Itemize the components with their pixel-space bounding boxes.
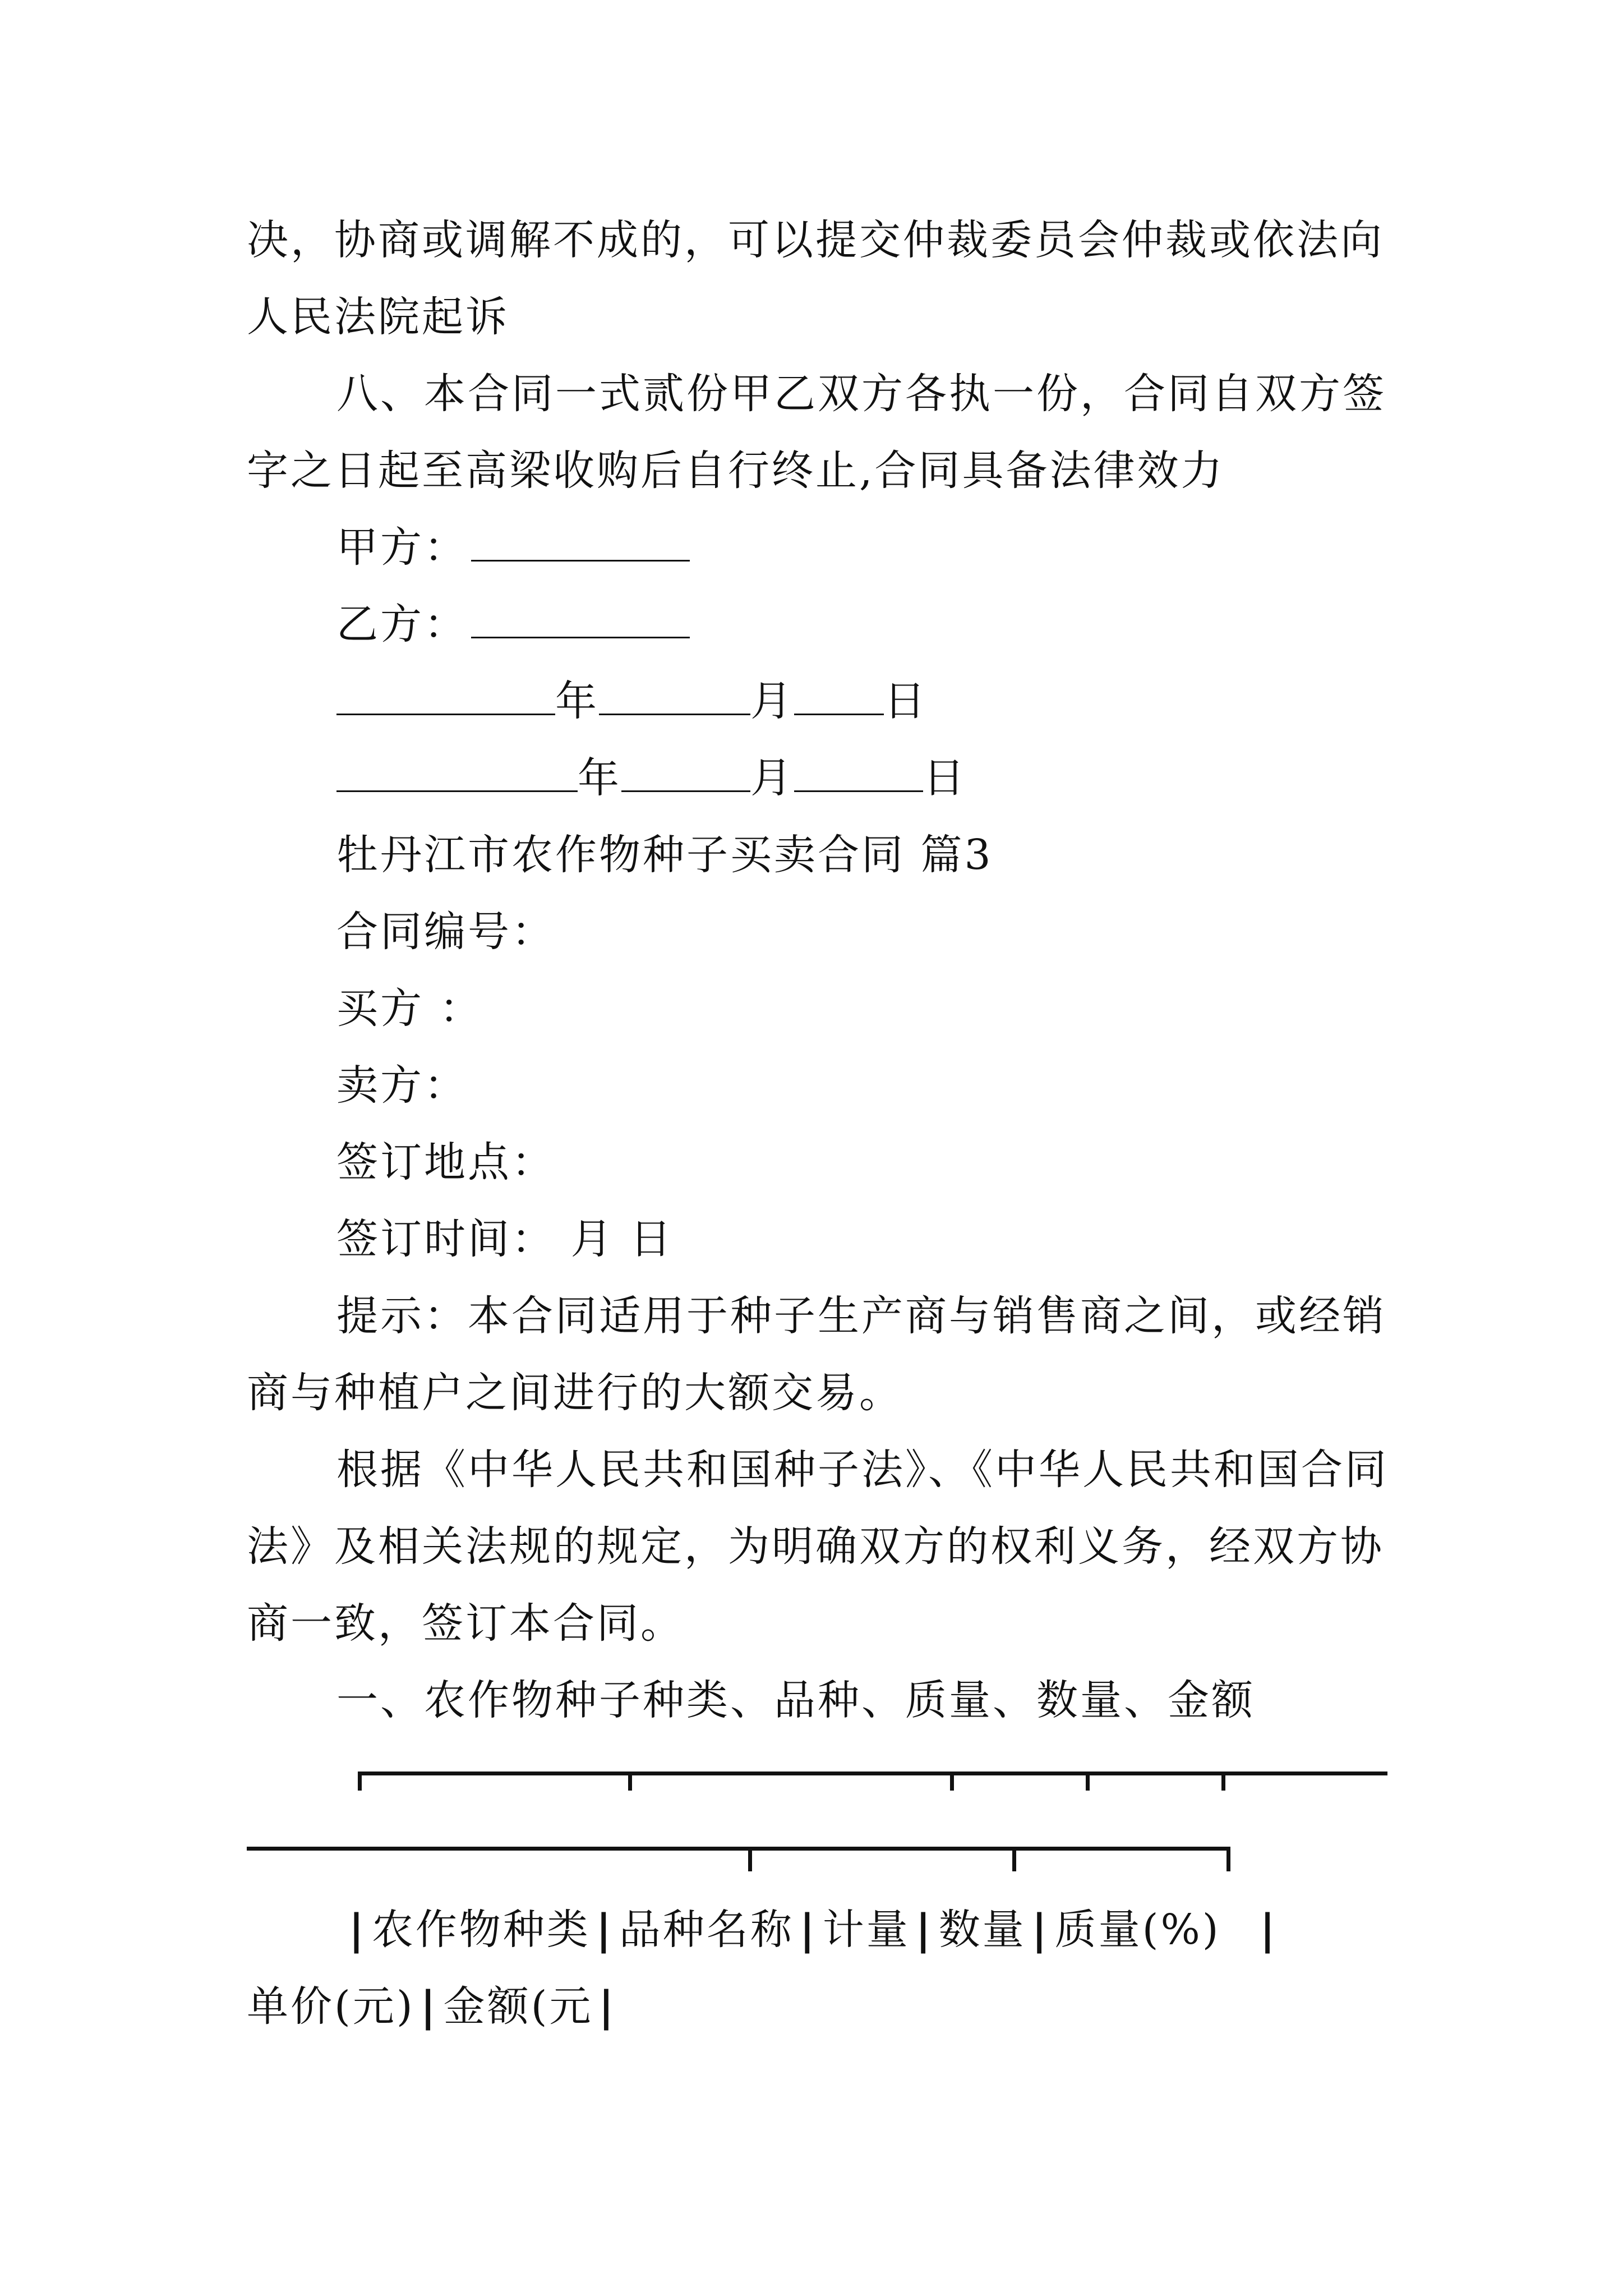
table-header-row-continued	[247, 1978, 621, 2035]
table-top-border	[358, 1772, 1387, 1775]
signing-place-field: 签订地点：	[336, 1138, 555, 1186]
contract-number-field: 合同编号：	[336, 908, 555, 956]
table-divider: |	[420, 1982, 438, 2031]
paragraph-line: 商一致，签订本合同。	[247, 1599, 684, 1648]
table-border-tick	[950, 1772, 954, 1791]
hint-line: 提示：本合同适用于种子生产商与销售商之间，或经销	[336, 1292, 1386, 1340]
party-b-signature	[336, 596, 690, 652]
table-divider: |	[799, 1906, 817, 1954]
table-divider: |	[915, 1906, 933, 1954]
section-title: 牡丹江市农作物种子买卖合同 篇3	[336, 831, 993, 879]
col-unit-price: 单价(元)	[247, 1982, 415, 2031]
table-border-tick	[1221, 1772, 1225, 1791]
month-label: 月	[750, 754, 794, 802]
clause-eight-line: 八、本合同一式贰份甲乙双方各执一份，合同自双方签	[336, 370, 1386, 418]
table-divider: |	[349, 1906, 366, 1954]
month-label: 月	[750, 677, 794, 725]
day-blank	[794, 753, 923, 792]
buyer-field: 买方 ：	[336, 984, 483, 1033]
table-border-tick	[358, 1772, 362, 1791]
date-line-b	[336, 750, 967, 806]
seller-field: 卖方：	[336, 1061, 468, 1110]
table-border-tick	[628, 1772, 632, 1791]
paragraph-line: 字之日起至高梁收购后自行终止,合同具备法律效力	[247, 447, 1225, 495]
party-b-label: 乙方：	[336, 600, 468, 648]
col-unit: 计量	[822, 1906, 910, 1954]
day-blank	[794, 677, 884, 715]
day-label: 日	[884, 677, 928, 725]
col-quantity: 数量	[938, 1906, 1026, 1954]
table-header-row	[343, 1902, 1283, 1958]
month-blank	[621, 753, 750, 792]
table-border-tick	[1086, 1772, 1090, 1791]
date-line-a	[336, 673, 928, 729]
year-label: 年	[555, 677, 599, 725]
party-a-signature	[336, 519, 690, 576]
paragraph-line: 人民法院起诉	[247, 293, 509, 341]
table-divider: |	[1260, 1906, 1278, 1954]
table-border-tick	[1012, 1847, 1016, 1871]
col-variety: 品种名称	[619, 1906, 794, 1954]
year-blank	[336, 753, 578, 792]
month-blank	[599, 677, 750, 715]
paragraph-line: 商与种植户之间进行的大额交易。	[247, 1369, 903, 1417]
col-crop-type: 农作物种类	[371, 1906, 591, 1954]
clause-one-title: 一、农作物种子种类、品种、质量、数量、金额	[336, 1676, 1255, 1724]
year-label: 年	[578, 754, 621, 802]
year-blank	[336, 677, 555, 715]
paragraph-line: 决，协商或调解不成的，可以提交仲裁委员会仲裁或依法向	[247, 216, 1384, 264]
signing-time-field: 签订时间： 月 日	[336, 1215, 674, 1263]
paragraph-line: 法》及相关法规的规定，为明确双方的权利义务，经双方协	[247, 1522, 1384, 1571]
basis-line: 根据《中华人民共和国种子法》、《中华人民共和国合同	[336, 1446, 1389, 1494]
table-divider: |	[1031, 1906, 1049, 1954]
table-border-tick	[1227, 1847, 1230, 1871]
party-a-blank	[471, 523, 690, 562]
party-a-label: 甲方：	[336, 523, 468, 572]
table-divider: |	[596, 1906, 614, 1954]
party-b-blank	[471, 600, 690, 638]
table-border-tick	[748, 1847, 752, 1871]
table-top-border-continued	[247, 1847, 1229, 1851]
day-label: 日	[923, 754, 967, 802]
col-amount: 金额(元	[443, 1982, 593, 2031]
table-divider: |	[598, 1982, 616, 2031]
col-quality: 质量(%)	[1054, 1906, 1221, 1954]
